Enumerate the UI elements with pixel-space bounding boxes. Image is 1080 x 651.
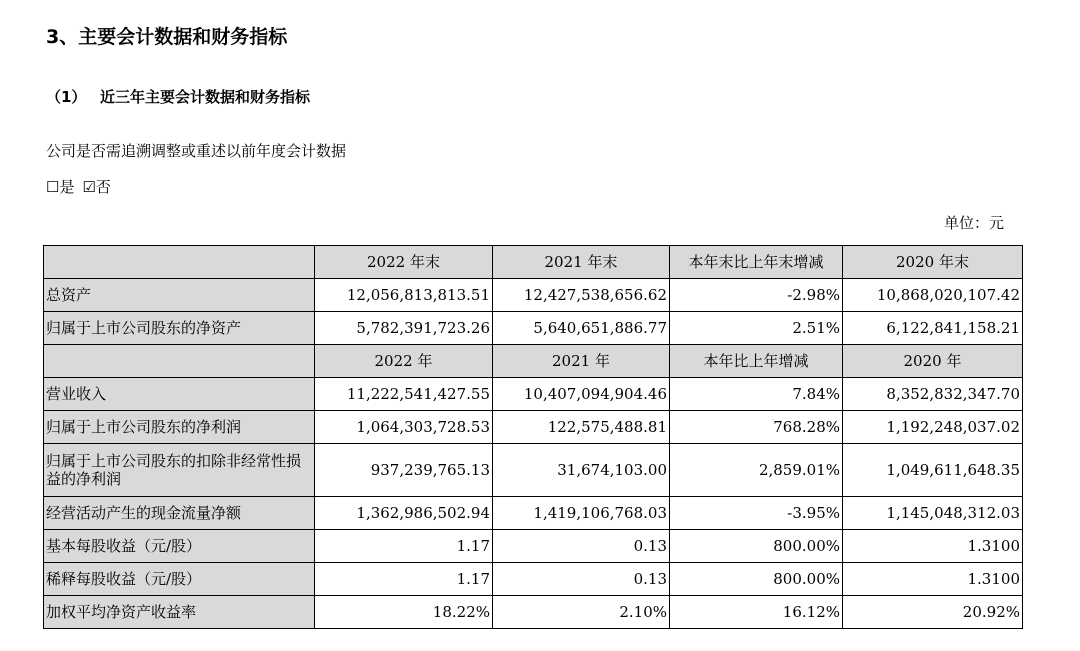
row-value: 800.00% — [670, 563, 843, 596]
financial-data-table — [43, 245, 1023, 629]
section-heading: 3、主要会计数据和财务指标 — [46, 26, 288, 48]
subsection-number: （1） — [46, 88, 87, 106]
row-value: 1.17 — [315, 530, 493, 563]
row-value: 10,407,094,904.46 — [493, 378, 670, 411]
row-value: 1,192,248,037.02 — [843, 411, 1023, 444]
option-no-checkbox: ☑否 — [82, 178, 111, 196]
row-value: 2.10% — [493, 596, 670, 629]
table-row — [44, 596, 1023, 629]
row-value: 16.12% — [670, 596, 843, 629]
row-value: 1,362,986,502.94 — [315, 497, 493, 530]
row-value: 31,674,103.00 — [493, 444, 670, 497]
option-yes-checkbox: ☐是 — [46, 178, 75, 196]
table-row — [44, 444, 1023, 497]
row-value: 2.51% — [670, 312, 843, 345]
row-label: 稀释每股收益（元/股） — [44, 563, 315, 596]
header-blank-cell — [44, 345, 315, 378]
row-value: 5,782,391,723.26 — [315, 312, 493, 345]
subsection-heading — [46, 86, 310, 107]
row-value: 1,145,048,312.03 — [843, 497, 1023, 530]
table-row — [44, 530, 1023, 563]
row-label: 基本每股收益（元/股） — [44, 530, 315, 563]
header-cell: 本年比上年增减 — [670, 345, 843, 378]
row-value: 7.84% — [670, 378, 843, 411]
row-label: 经营活动产生的现金流量净额 — [44, 497, 315, 530]
row-value: 1.3100 — [843, 563, 1023, 596]
row-label: 归属于上市公司股东的净利润 — [44, 411, 315, 444]
row-value: 0.13 — [493, 530, 670, 563]
row-value: 20.92% — [843, 596, 1023, 629]
row-value: 1.3100 — [843, 530, 1023, 563]
row-value: 12,056,813,813.51 — [315, 279, 493, 312]
row-value: 800.00% — [670, 530, 843, 563]
row-value: 2,859.01% — [670, 444, 843, 497]
row-value: 11,222,541,427.55 — [315, 378, 493, 411]
header-cell: 2021 年末 — [493, 246, 670, 279]
subsection-title: 近三年主要会计数据和财务指标 — [100, 88, 311, 106]
row-label: 总资产 — [44, 279, 315, 312]
table-row — [44, 378, 1023, 411]
header-cell: 本年末比上年末增减 — [670, 246, 843, 279]
restatement-question: 公司是否需追溯调整或重述以前年度会计数据 — [46, 142, 347, 160]
header-cell: 2022 年 — [315, 345, 493, 378]
row-value: 1.17 — [315, 563, 493, 596]
row-value: 0.13 — [493, 563, 670, 596]
header-cell: 2020 年末 — [843, 246, 1023, 279]
row-value: 12,427,538,656.62 — [493, 279, 670, 312]
row-label: 归属于上市公司股东的扣除非经常性损益的净利润 — [44, 444, 315, 497]
header-cell: 2020 年 — [843, 345, 1023, 378]
row-value: 5,640,651,886.77 — [493, 312, 670, 345]
row-label: 归属于上市公司股东的净资产 — [44, 312, 315, 345]
row-value: 8,352,832,347.70 — [843, 378, 1023, 411]
header-cell: 2022 年末 — [315, 246, 493, 279]
row-value: 10,868,020,107.42 — [843, 279, 1023, 312]
row-value: -3.95% — [670, 497, 843, 530]
row-value: 1,419,106,768.03 — [493, 497, 670, 530]
row-value: -2.98% — [670, 279, 843, 312]
row-value: 937,239,765.13 — [315, 444, 493, 497]
row-value: 122,575,488.81 — [493, 411, 670, 444]
table-row — [44, 312, 1023, 345]
row-value: 1,049,611,648.35 — [843, 444, 1023, 497]
row-label: 营业收入 — [44, 378, 315, 411]
header-cell: 2021 年 — [493, 345, 670, 378]
table-header-row — [44, 246, 1023, 279]
row-label: 加权平均净资产收益率 — [44, 596, 315, 629]
row-value: 768.28% — [670, 411, 843, 444]
table-header-row — [44, 345, 1023, 378]
restatement-options — [46, 176, 119, 197]
table-row — [44, 563, 1023, 596]
table-row — [44, 279, 1023, 312]
table-row — [44, 411, 1023, 444]
unit-label: 单位：元 — [943, 214, 1004, 232]
row-value: 18.22% — [315, 596, 493, 629]
row-value: 1,064,303,728.53 — [315, 411, 493, 444]
row-value: 6,122,841,158.21 — [843, 312, 1023, 345]
table-row — [44, 497, 1023, 530]
header-blank-cell — [44, 246, 315, 279]
